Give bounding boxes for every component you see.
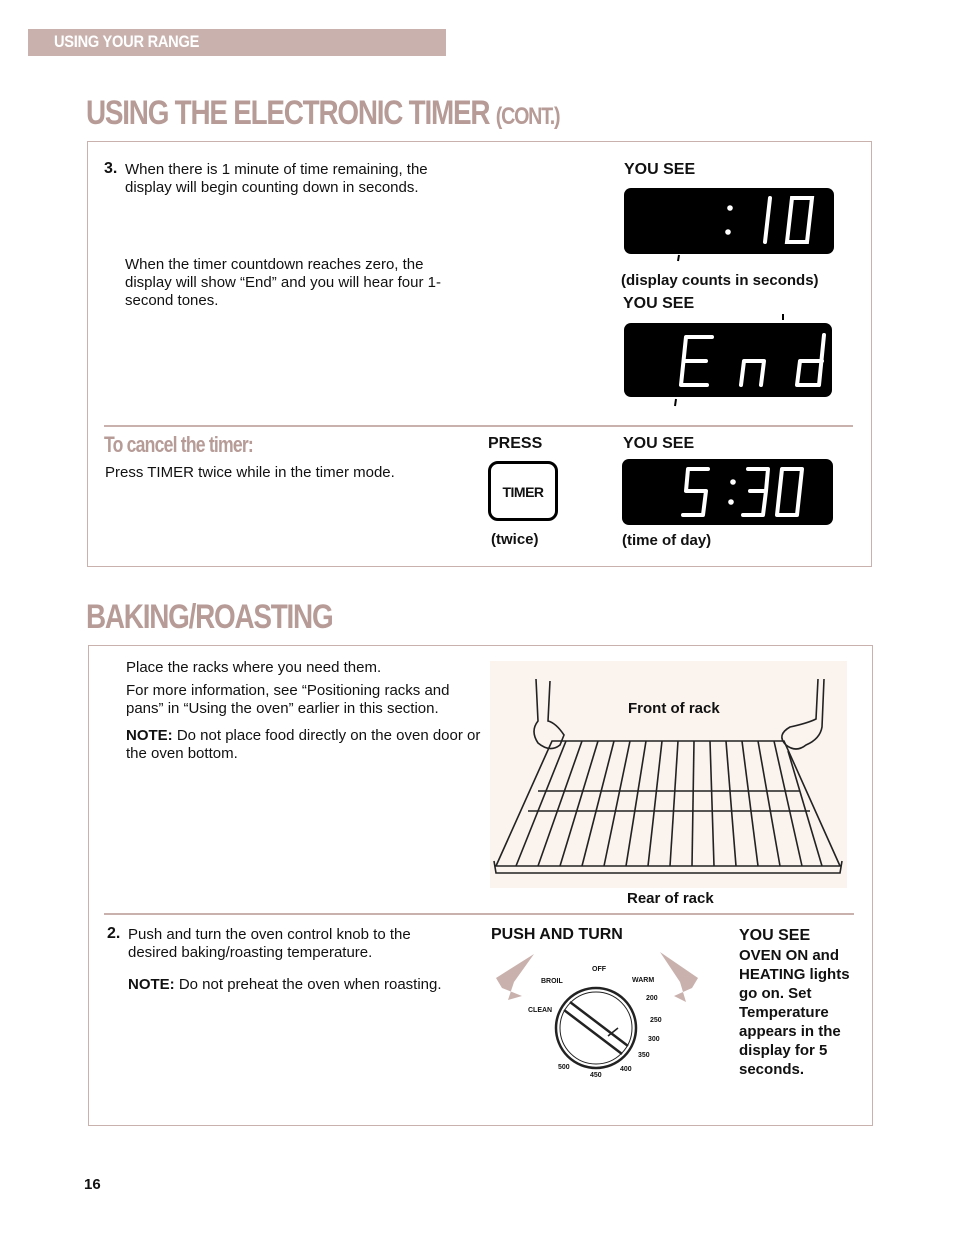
you-see-label: YOU SEE xyxy=(623,435,695,452)
knob-temp-label: 350 xyxy=(638,1052,650,1059)
knob-clean-label: CLEAN xyxy=(528,1007,553,1014)
rack-more-info: For more information, see “Positioning racks and pans” in “Using the oven” earlier in this section. xyxy=(126,682,450,717)
knob-warm-label: WARM xyxy=(632,977,655,984)
display-countdown xyxy=(624,188,834,254)
display-tick-mark xyxy=(780,313,786,321)
timer-title-main: USING THE ELECTRONIC TIMER xyxy=(86,94,490,132)
rack-instruction: Place the racks where you need them. xyxy=(126,659,382,676)
timer-section-title xyxy=(86,94,559,133)
you-see-label: YOU SEE xyxy=(739,927,811,944)
rack-rear-label: Rear of rack xyxy=(627,890,714,907)
section-label: USING YOUR RANGE xyxy=(54,32,200,51)
knob-temp-label: 250 xyxy=(650,1017,662,1024)
you-see-label: YOU SEE xyxy=(624,161,696,178)
baking-section-title: BAKING/ROASTING xyxy=(86,598,333,636)
oven-rack-drawing xyxy=(490,661,847,888)
step-number: 2. xyxy=(107,925,121,942)
display-tick-mark xyxy=(672,238,686,262)
section-header-bar xyxy=(28,29,446,56)
knob-temp-label: 300 xyxy=(648,1036,660,1043)
rack-illustration xyxy=(490,661,847,888)
knob-off-label: OFF xyxy=(592,966,606,973)
step3-text: When there is 1 minute of time remaining, the display will begin counting down in seconds. xyxy=(125,161,428,196)
step3-text-zero: When the timer countdown reaches zero, the display will show “End” and you will hear four 1-second tones. xyxy=(125,256,441,309)
divider xyxy=(104,425,853,427)
press-label: PRESS xyxy=(488,435,543,452)
step-number: 3. xyxy=(104,160,118,177)
step2-text: Push and turn the oven control knob to the desired baking/roasting temperature. xyxy=(128,926,411,961)
timer-button[interactable] xyxy=(488,461,558,521)
timer-button-label: TIMER xyxy=(502,484,544,500)
divider xyxy=(104,913,854,915)
knob-temp-label: 200 xyxy=(646,995,658,1002)
rack-front-label: Front of rack xyxy=(628,700,720,717)
knob-temp-label: 450 xyxy=(590,1072,602,1079)
cancel-timer-heading: To cancel the timer: xyxy=(104,432,253,457)
push-turn-label: PUSH AND TURN xyxy=(491,926,623,943)
note-text: Do not place food directly on the oven door or the oven bottom. xyxy=(126,727,481,762)
note-label: NOTE: xyxy=(126,727,173,744)
time-of-day-caption: (time of day) xyxy=(622,532,712,549)
page-number: 16 xyxy=(84,1176,101,1193)
display-countdown-digits xyxy=(624,188,834,254)
display-caption-seconds: (display counts in seconds) xyxy=(621,272,819,289)
oven-on-description: OVEN ON and HEATING lights go on. Set Temperature appears in the display for 5 seconds. xyxy=(739,947,850,1078)
knob-temp-label: 500 xyxy=(558,1064,570,1071)
display-time-of-day xyxy=(622,459,833,525)
oven-control-knob[interactable] xyxy=(494,948,704,1083)
step2-note xyxy=(128,976,468,994)
press-caption: (twice) xyxy=(491,531,539,548)
you-see-label: YOU SEE xyxy=(623,295,695,312)
display-time-digits xyxy=(622,459,833,525)
rack-note xyxy=(126,727,488,763)
knob-broil-label: BROIL xyxy=(541,978,563,985)
knob-temp-label: 400 xyxy=(620,1066,632,1073)
display-end xyxy=(624,323,832,397)
note-text: Do not preheat the oven when roasting. xyxy=(174,976,442,993)
display-tick-mark xyxy=(673,398,679,408)
display-end-digits xyxy=(624,323,832,397)
cancel-timer-text: Press TIMER twice while in the timer mode. xyxy=(105,464,395,481)
note-label: NOTE: xyxy=(128,976,175,993)
timer-title-suffix: (CONT.) xyxy=(495,103,560,130)
